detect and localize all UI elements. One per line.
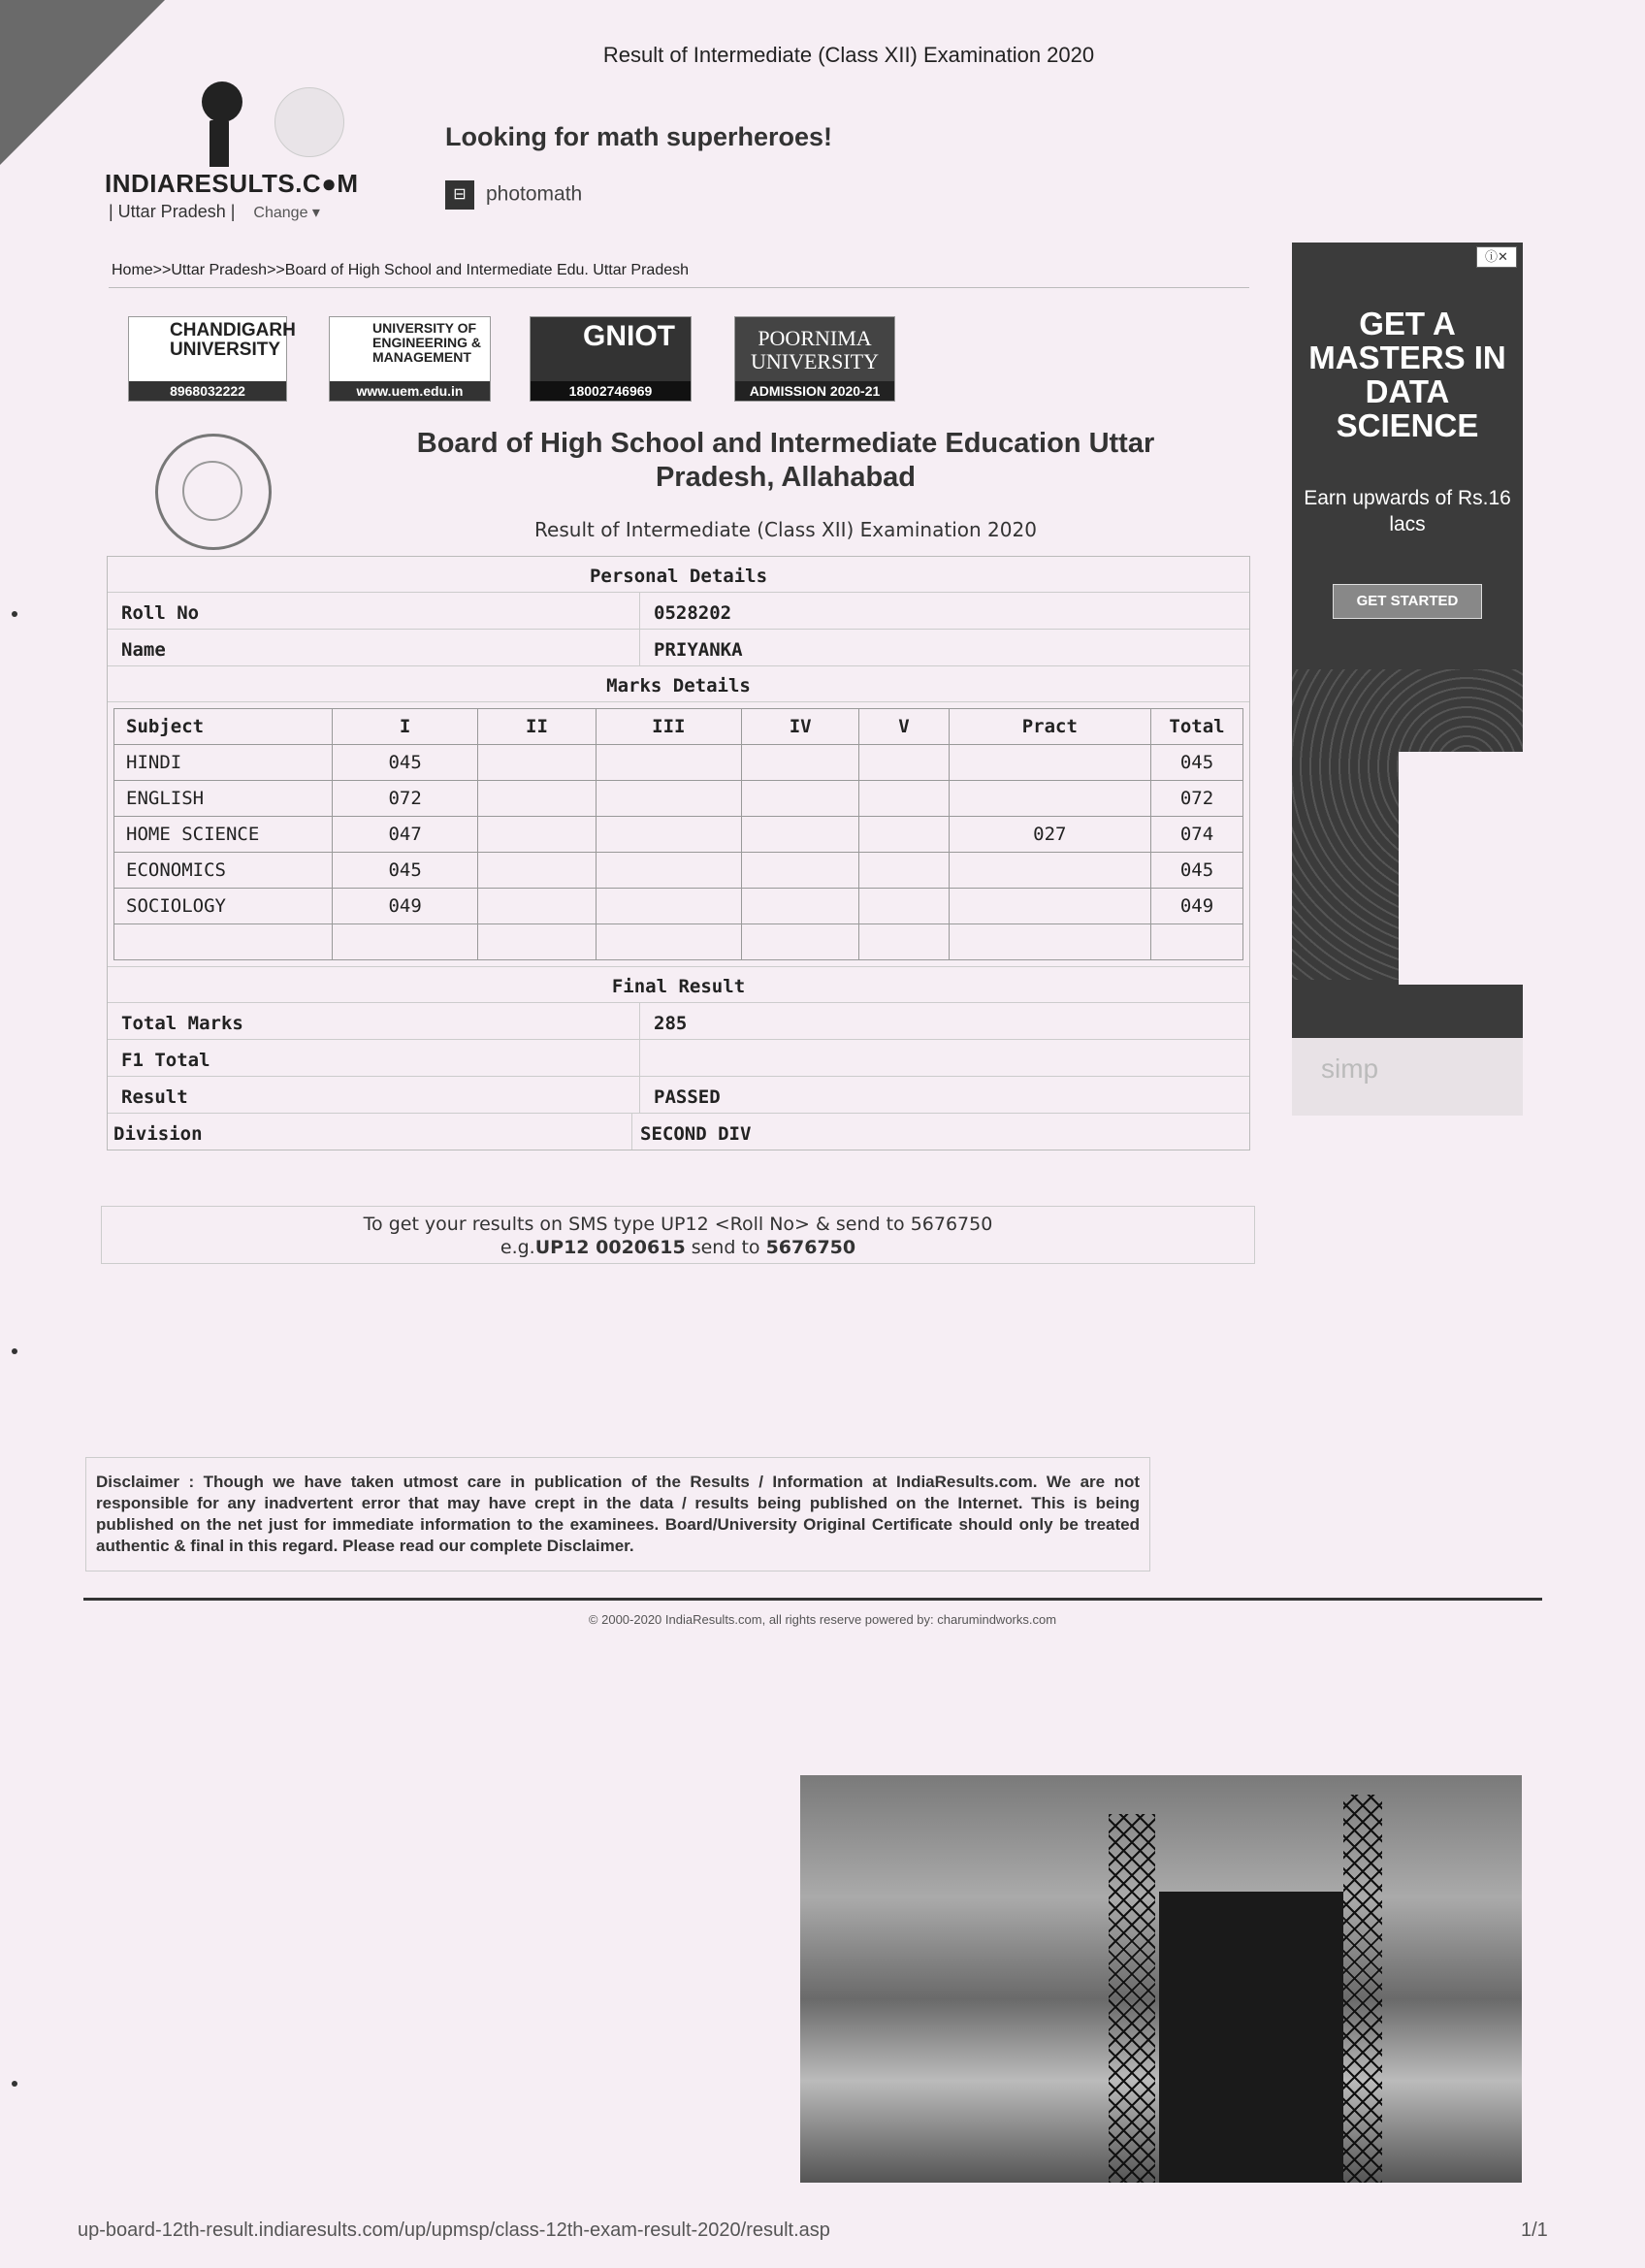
roll-row <box>108 593 1249 630</box>
mark-cell <box>741 853 858 889</box>
uni-footer: ADMISSION 2020-21 <box>735 381 894 401</box>
f1-total-label: F1 Total <box>108 1040 640 1076</box>
mark-cell <box>478 817 596 853</box>
breadcrumb[interactable]: Home>>Uttar Pradesh>>Board of High School and Intermediate Edu. Uttar Pradesh <box>112 262 690 278</box>
subject-cell <box>114 924 333 960</box>
f1-total-value <box>640 1040 1249 1076</box>
ad-brand-label: photomath <box>486 182 583 206</box>
logo-person-body <box>210 120 229 167</box>
mark-cell <box>859 924 949 960</box>
side-ad-banner[interactable] <box>1292 243 1523 1116</box>
uni-name: UNIVERSITY OF ENGINEERING & MANAGEMENT <box>372 320 482 365</box>
side-ad-brand: simp <box>1321 1053 1379 1084</box>
mark-cell <box>478 745 596 781</box>
sms-prefix: e.g. <box>500 1237 535 1258</box>
table-row <box>114 853 1243 889</box>
sms-info-box <box>101 1206 1255 1264</box>
division-label: Division <box>108 1114 632 1150</box>
sms-example-code: UP12 0020615 <box>534 1237 686 1258</box>
marks-wrapper <box>108 702 1249 967</box>
ad-uem[interactable] <box>329 316 491 402</box>
uni-name: CHANDIGARH UNIVERSITY <box>170 320 296 360</box>
col-iv: IV <box>741 709 858 745</box>
logo-text: INDIARESULTS.C●M <box>105 169 359 198</box>
side-ad-blank <box>1399 752 1523 985</box>
total-marks-label: Total Marks <box>108 1003 640 1039</box>
pract-cell <box>949 781 1150 817</box>
total-cell: 045 <box>1151 853 1243 889</box>
uni-name: POORNIMA UNIVERSITY <box>751 326 879 373</box>
sms-line-2 <box>102 1236 1254 1259</box>
total-cell: 074 <box>1151 817 1243 853</box>
pract-cell <box>949 889 1150 924</box>
total-marks-value: 285 <box>654 1013 688 1034</box>
pract-cell <box>949 924 1150 960</box>
uni-name: GNIOT <box>583 320 675 352</box>
table-row <box>114 924 1243 960</box>
mark-cell <box>596 745 741 781</box>
pract-cell <box>949 853 1150 889</box>
mark-cell <box>741 924 858 960</box>
mark-cell <box>478 781 596 817</box>
subject-cell: HINDI <box>114 745 333 781</box>
subject-cell: SOCIOLOGY <box>114 889 333 924</box>
table-row <box>114 817 1243 853</box>
mark-cell: 045 <box>333 745 478 781</box>
launch-building <box>1159 1892 1343 2183</box>
col-subject: Subject <box>114 709 333 745</box>
col-total: Total <box>1151 709 1243 745</box>
indiaresults-logo[interactable] <box>105 81 357 227</box>
f1-total-row <box>108 1040 1249 1077</box>
table-row <box>114 745 1243 781</box>
change-state-link[interactable]: Change ▾ <box>253 205 320 221</box>
table-row <box>114 889 1243 924</box>
result-value: PASSED <box>654 1086 721 1108</box>
ad-close-icon[interactable]: ⓘ✕ <box>1476 246 1517 268</box>
exam-title: Result of Intermediate (Class XII) Examination 2020 <box>534 518 1037 541</box>
ad-poornima[interactable] <box>734 316 895 402</box>
division-row <box>108 1114 1249 1150</box>
mark-cell <box>596 853 741 889</box>
mark-cell <box>596 889 741 924</box>
sms-number: 5676750 <box>765 1237 856 1258</box>
total-cell <box>1151 924 1243 960</box>
personal-details-heading: Personal Details <box>108 557 1249 593</box>
mark-cell: 049 <box>333 889 478 924</box>
total-cell: 045 <box>1151 745 1243 781</box>
mark-cell <box>741 745 858 781</box>
total-marks-row <box>108 1003 1249 1040</box>
pract-cell <box>949 745 1150 781</box>
ad-headline[interactable]: Looking for math superheroes! <box>445 122 833 151</box>
mark-cell <box>859 817 949 853</box>
mark-cell <box>478 853 596 889</box>
state-label: | Uttar Pradesh | <box>109 202 236 221</box>
mark-cell <box>596 924 741 960</box>
mark-cell <box>596 817 741 853</box>
footer-divider <box>83 1598 1542 1601</box>
scan-dot <box>12 611 17 617</box>
mark-cell: 047 <box>333 817 478 853</box>
up-map-icon <box>274 87 344 157</box>
scan-dot <box>12 1348 17 1354</box>
marks-table <box>113 708 1243 960</box>
divider <box>109 287 1249 288</box>
ad-brand[interactable] <box>445 180 582 210</box>
total-cell: 072 <box>1151 781 1243 817</box>
mark-cell <box>859 889 949 924</box>
final-result-heading: Final Result <box>108 967 1249 1003</box>
col-iii: III <box>596 709 741 745</box>
mark-cell: 045 <box>333 853 478 889</box>
board-title: Board of High School and Intermediate Education Uttar Pradesh, Allahabad <box>416 428 1155 493</box>
roll-value: 0528202 <box>654 602 732 624</box>
sms-mid: send to <box>685 1237 766 1258</box>
mark-cell <box>741 817 858 853</box>
uni-footer: 18002746969 <box>531 381 691 401</box>
result-label: Result <box>108 1077 640 1113</box>
ad-chandigarh-university[interactable] <box>128 316 296 402</box>
sms-line-1: To get your results on SMS type UP12 <Roll No> & send to 5676750 <box>363 1214 993 1235</box>
subject-cell: HOME SCIENCE <box>114 817 333 853</box>
name-value: PRIYANKA <box>654 639 743 661</box>
col-ii: II <box>478 709 596 745</box>
side-ad-subtext: Earn upwards of Rs.16 lacs <box>1304 487 1511 535</box>
subject-cell: ECONOMICS <box>114 853 333 889</box>
uni-footer: www.uem.edu.in <box>330 381 490 401</box>
mark-cell <box>596 781 741 817</box>
mark-cell <box>859 745 949 781</box>
launch-tower-left <box>1109 1814 1155 2183</box>
col-pract: Pract <box>949 709 1150 745</box>
result-row <box>108 1077 1249 1114</box>
disclaimer: Disclaimer : Though we have taken utmost care in publication of the Results / Information at IndiaResults.com. We are not responsible for any inadvertent error that may have crept in the data / results being published on the Internet. This is being published on the net just for immediate information to the examinees. Board/University Original Certificate should only be treated authentic & final in this regard. Please read our complete Disclaimer. <box>85 1457 1150 1571</box>
get-started-button[interactable]: GET STARTED <box>1333 584 1482 619</box>
page-number: 1/1 <box>1521 2219 1548 2241</box>
roll-label: Roll No <box>108 593 640 629</box>
mark-cell <box>478 889 596 924</box>
results-table <box>107 556 1250 1150</box>
pract-cell: 027 <box>949 817 1150 853</box>
seal-emblem <box>182 461 242 521</box>
marks-details-heading: Marks Details <box>108 666 1249 702</box>
launch-pad-photo <box>800 1775 1522 2183</box>
photomath-icon: ⊟ <box>445 180 474 210</box>
subject-cell: ENGLISH <box>114 781 333 817</box>
mark-cell <box>859 853 949 889</box>
ad-gniot[interactable] <box>530 316 692 402</box>
mark-cell <box>859 781 949 817</box>
division-value: SECOND DIV <box>640 1123 752 1145</box>
print-header: Result of Intermediate (Class XII) Examination 2020 <box>602 43 1095 67</box>
mark-cell <box>741 889 858 924</box>
mark-cell <box>741 781 858 817</box>
scan-dot <box>12 2081 17 2087</box>
launch-tower-right <box>1343 1795 1382 2183</box>
table-row <box>114 781 1243 817</box>
uni-footer: 8968032222 <box>129 381 286 401</box>
mark-cell <box>478 924 596 960</box>
mark-cell: 072 <box>333 781 478 817</box>
copyright: © 2000-2020 IndiaResults.com, all rights reserve powered by: charumindworks.com <box>588 1612 1057 1627</box>
col-i: I <box>333 709 478 745</box>
print-url: up-board-12th-result.indiaresults.com/up/upmsp/class-12th-exam-result-2020/result.asp <box>78 2219 830 2241</box>
side-ad-headline: GET A MASTERS IN DATA SCIENCE <box>1308 306 1506 443</box>
name-label: Name <box>108 630 640 665</box>
marks-header-row <box>114 709 1243 745</box>
state-selector <box>109 202 320 222</box>
name-row <box>108 630 1249 666</box>
up-government-seal <box>155 434 272 550</box>
logo-person-icon <box>202 81 242 122</box>
mark-cell <box>333 924 478 960</box>
total-cell: 049 <box>1151 889 1243 924</box>
col-v: V <box>859 709 949 745</box>
